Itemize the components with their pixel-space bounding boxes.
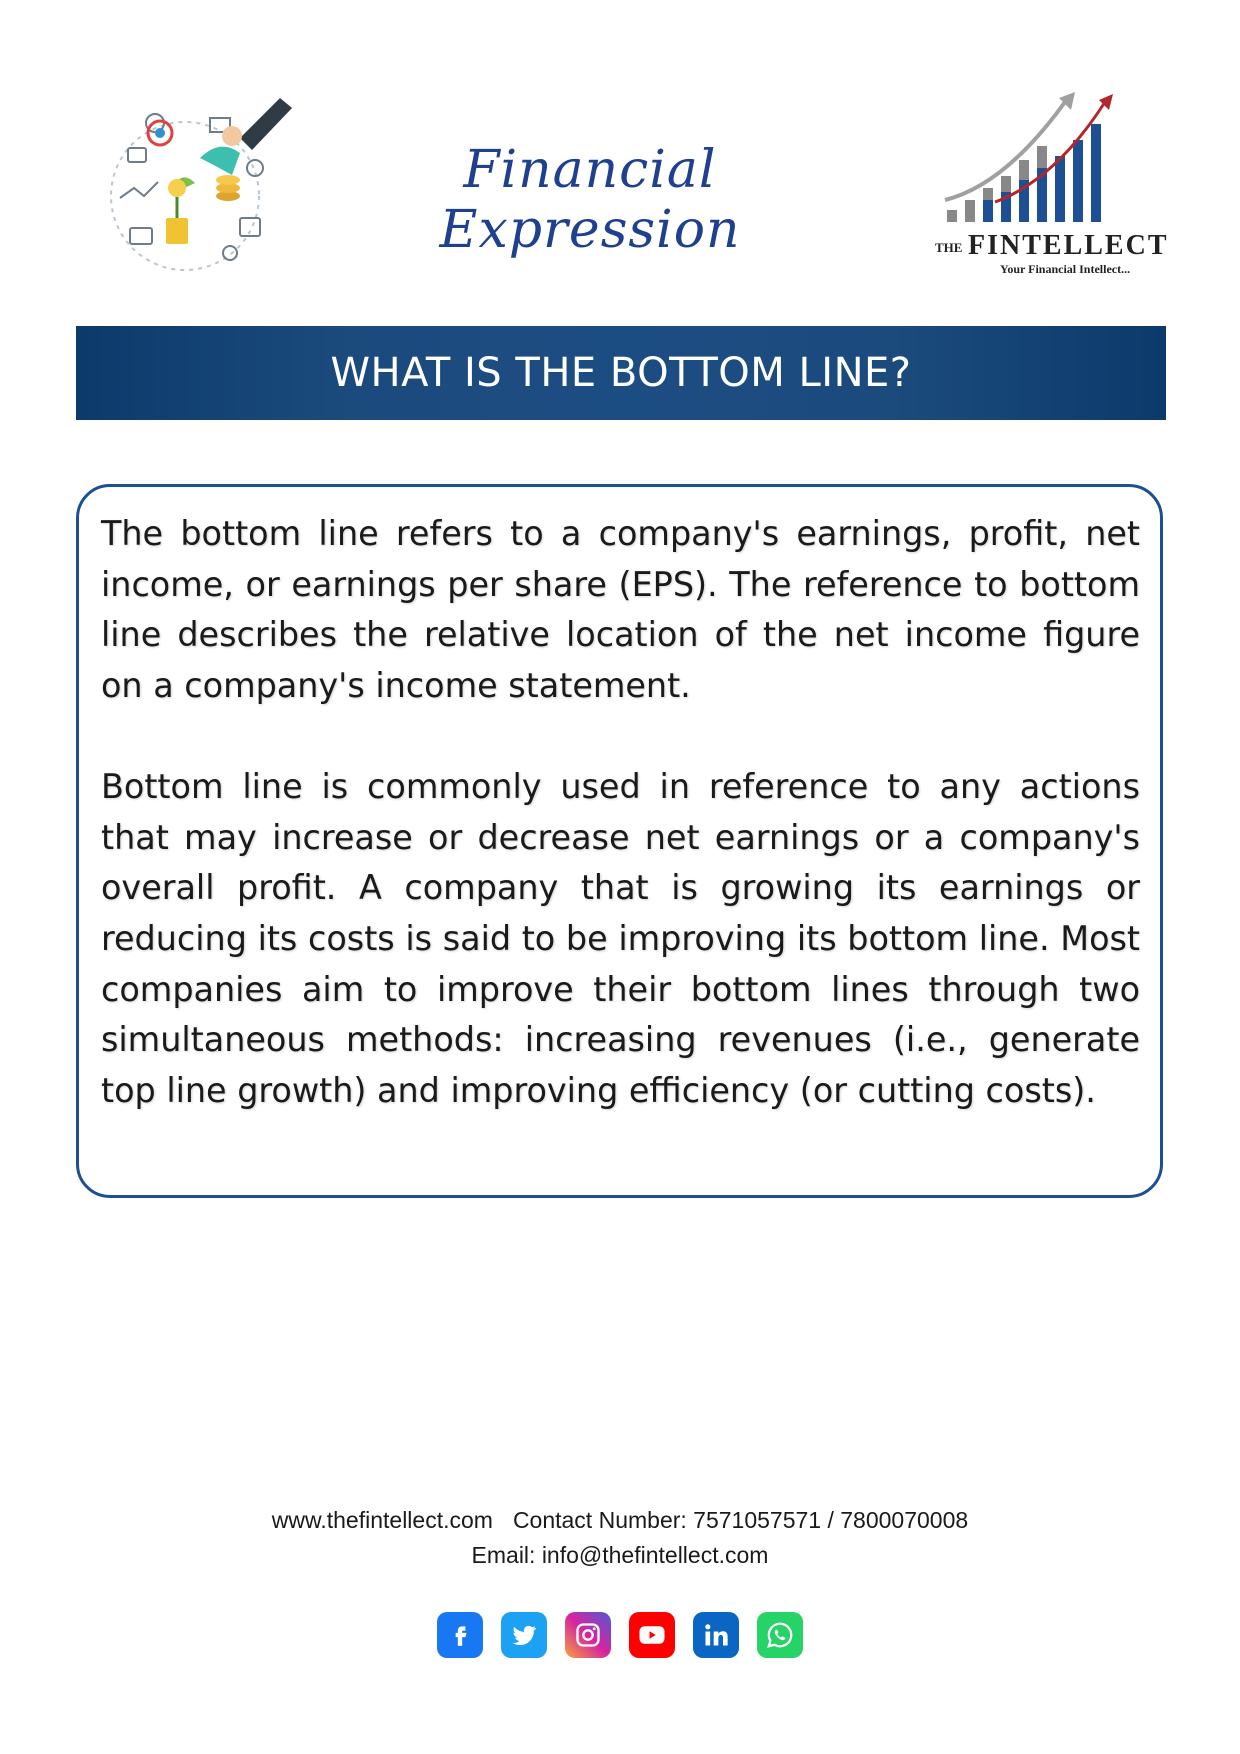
instagram-icon[interactable]	[565, 1612, 611, 1658]
document-title: Financial Expression	[439, 140, 741, 260]
brand-the: THE	[935, 240, 963, 255]
youtube-icon[interactable]	[629, 1612, 675, 1658]
social-links	[0, 1612, 1240, 1658]
contact-info	[0, 1503, 1240, 1573]
website-link[interactable]: www.thefintellect.com	[271, 1507, 493, 1533]
heading-banner	[76, 326, 1166, 420]
brand-tagline: Your Financial Intellect...	[1000, 262, 1131, 276]
section-heading: WHAT IS THE BOTTOM LINE?	[330, 350, 912, 396]
content-card	[76, 484, 1163, 1198]
paragraph-1: The bottom line refers to a company's earnings, profit, net income, or earnings per share (EPS). The reference to bottom line describes the relative location of the net income figure on a company's income statement.	[101, 514, 1140, 706]
contact-number: Contact Number: 7571057571 / 7800070008	[512, 1507, 969, 1533]
linkedin-icon[interactable]	[693, 1612, 739, 1658]
finance-doodle-logo	[100, 78, 310, 288]
whatsapp-icon[interactable]	[757, 1612, 803, 1658]
facebook-icon[interactable]	[437, 1612, 483, 1658]
email-link[interactable]: Email: info@thefintellect.com	[471, 1542, 769, 1568]
brand-name: FINTELLECT	[968, 230, 1169, 261]
paragraph-2: Bottom line is commonly used in reference to any actions that may increase or decrease net earnings or a company's overall profit. A company that is growing its earnings or reducing its costs is said to be improving its bottom line. Most companies aim to improve their bottom lines through two simultaneous methods: increasing revenues (i.e., generate top line growth) and improving efficiency (or cutting costs).	[101, 766, 1140, 1111]
twitter-icon[interactable]	[501, 1612, 547, 1658]
